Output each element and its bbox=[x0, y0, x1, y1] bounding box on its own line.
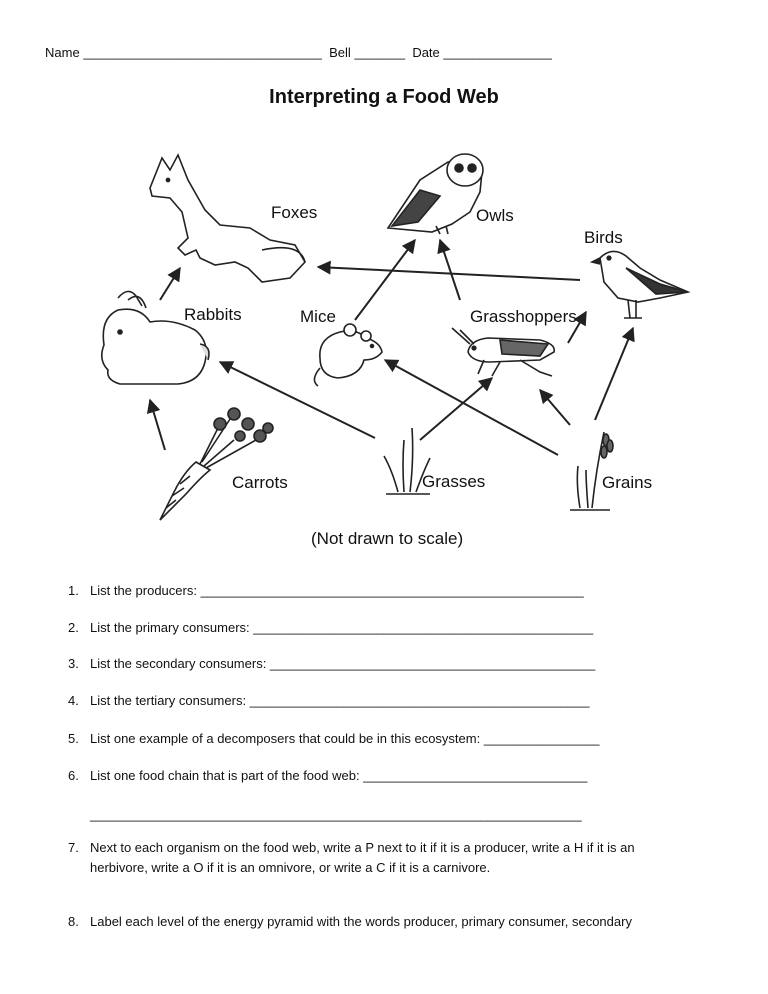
arrow-rabbits-foxes bbox=[160, 268, 180, 300]
mouse-illustration bbox=[314, 324, 382, 386]
question-6-continuation bbox=[68, 805, 582, 825]
arrow-grains-mice bbox=[385, 360, 558, 455]
answer-blank-line-2[interactable]: ____________________________________________________________________ bbox=[90, 807, 582, 822]
label-birds: Birds bbox=[584, 228, 623, 247]
question-5: 5. List one example of a decomposers that could be in this ecosystem: ________________ bbox=[68, 731, 600, 746]
arrow-carrots-rabbits bbox=[150, 400, 165, 450]
answer-blank[interactable]: _____________________________________________________ bbox=[200, 583, 584, 598]
answer-blank[interactable]: _____________________________________________ bbox=[269, 656, 596, 671]
answer-blank[interactable]: _______________________________________________ bbox=[253, 620, 594, 635]
bell-label: Bell bbox=[329, 45, 351, 60]
name-blank[interactable]: _________________________________ bbox=[83, 45, 322, 60]
answer-blank[interactable]: ________________ bbox=[483, 731, 600, 746]
not-to-scale-note: (Not drawn to scale) bbox=[311, 529, 464, 548]
question-1: 1. List the producers: _____________________________________________________ bbox=[68, 583, 584, 598]
bird-illustration bbox=[592, 251, 688, 318]
label-carrots: Carrots bbox=[232, 473, 288, 492]
label-grasses: Grasses bbox=[422, 472, 486, 491]
name-label: Name bbox=[45, 45, 80, 60]
label-grains: Grains bbox=[602, 473, 653, 492]
label-rabbits: Rabbits bbox=[184, 305, 242, 324]
owl-illustration bbox=[388, 154, 483, 234]
answer-blank[interactable]: _______________________________________________ bbox=[249, 693, 590, 708]
carrots-illustration bbox=[160, 408, 273, 520]
grasshopper-illustration bbox=[452, 328, 554, 376]
question-8: 8. Label each level of the energy pyramid with the words producer, primary consumer, secondary bbox=[68, 914, 632, 929]
bell-blank[interactable]: _______ bbox=[354, 45, 406, 60]
arrow-grains-grasshoppers bbox=[540, 390, 570, 425]
label-foxes: Foxes bbox=[271, 203, 318, 222]
question-6: 6. List one food chain that is part of the food web: _______________________________ bbox=[68, 768, 588, 783]
date-blank[interactable]: _______________ bbox=[443, 45, 552, 60]
answer-blank[interactable]: _______________________________ bbox=[363, 768, 588, 783]
question-2: 2. List the primary consumers: _______________________________________________ bbox=[68, 620, 594, 635]
arrow-grasshoppers-owls bbox=[440, 240, 460, 300]
label-grasshoppers: Grasshoppers bbox=[470, 307, 577, 326]
question-4: 4. List the tertiary consumers: _______________________________________________ bbox=[68, 693, 590, 708]
page-title: Interpreting a Food Web bbox=[269, 86, 499, 108]
arrow-mice-owls bbox=[355, 240, 415, 320]
grains-illustration bbox=[570, 432, 613, 510]
arrow-grasses-grasshoppers bbox=[420, 378, 492, 440]
date-label: Date bbox=[412, 45, 440, 60]
question-3: 3. List the secondary consumers: _____________________________________________ bbox=[68, 656, 596, 671]
question-7: 7. Next to each organism on the food web, write a P next to it if it is a producer, write a H if it is an herbivore, write a O if it is an omnivore, or write a C if it is a carnivore. bbox=[68, 840, 635, 875]
label-owls: Owls bbox=[476, 206, 514, 225]
label-mice: Mice bbox=[300, 307, 336, 326]
arrow-grains-birds bbox=[595, 328, 633, 420]
